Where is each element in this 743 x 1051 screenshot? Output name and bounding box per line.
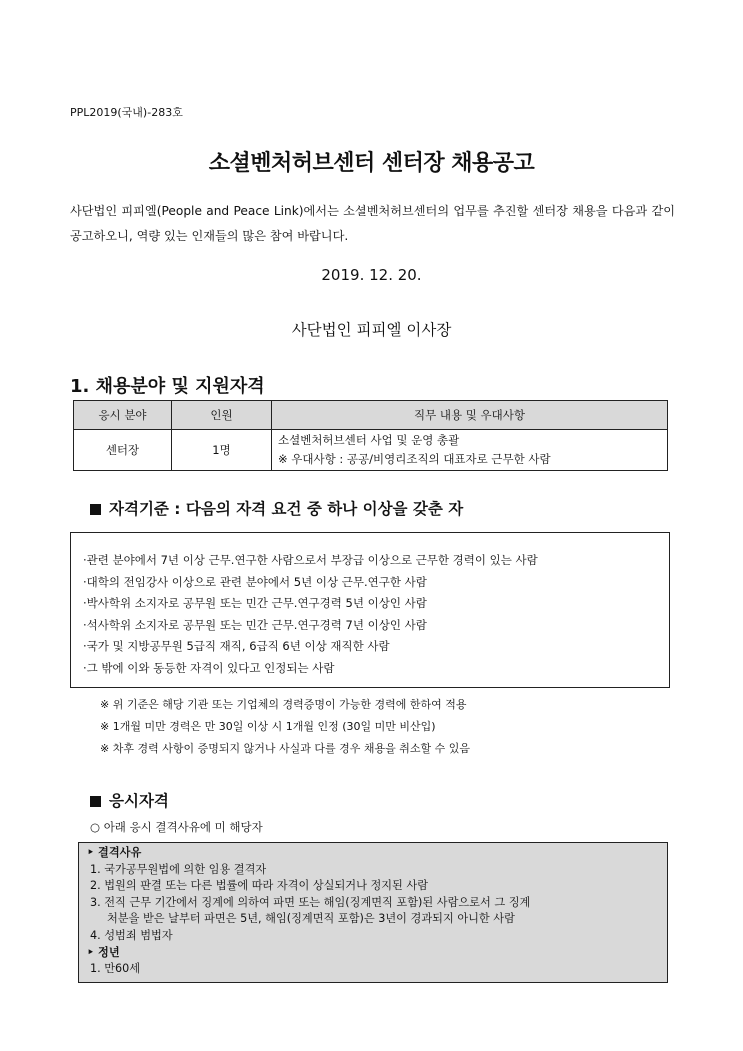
- recruitment-table: [73, 400, 668, 471]
- square-bullet-icon: [90, 796, 101, 807]
- list-item: ·박사학위 소지자로 공무원 또는 민간 근무.연구경력 5년 이상인 사람: [83, 596, 427, 610]
- list-item-continuation: 처분을 받은 날부터 파면은 5년, 해임(징계면직 포함)은 3년이 경과되지 아니한 사람: [107, 912, 515, 926]
- list-item: 1. 국가공무원법에 의한 임용 결격자: [90, 862, 267, 876]
- header-count: 인원: [172, 401, 272, 430]
- cell-count: 1명: [172, 430, 272, 471]
- list-item: ·그 밖에 이와 동등한 자격이 있다고 인정되는 사람: [83, 660, 335, 675]
- table-header-row: [74, 401, 668, 430]
- duty-line: 소셜벤처허브센터 사업 및 운영 총괄: [278, 433, 460, 447]
- application-condition: ○ 아래 응시 결격사유에 미 해당자: [90, 820, 263, 834]
- application-heading: [90, 789, 169, 811]
- list-item: 3. 전직 근무 기간에서 징계에 의하여 파면 또는 해임(징계면직 포함)된 사람으로서 그 징계: [90, 895, 531, 909]
- note-item: ※ 차후 경력 사항이 증명되지 않거나 사실과 다를 경우 채용을 취소할 수 있음: [100, 742, 470, 755]
- disqualification-title: ‣ 결격사유: [87, 846, 142, 859]
- square-bullet-icon: [90, 504, 101, 515]
- qualification-box: [70, 532, 670, 688]
- list-item: ·대학의 전임강사 이상으로 관련 분야에서 5년 이상 근무.연구한 사람: [83, 574, 427, 589]
- table-row: [74, 430, 668, 471]
- cell-field: 센터장: [74, 430, 172, 471]
- intro-paragraph: 사단법인 피피엘(People and Peace Link)에서는 소셜벤처허브센터의 업무를 추진할 센터장 채용을 다음과 같이 공고하오니, 역량 있는 인재들의 많은 참여 바랍니다.: [70, 204, 675, 243]
- qualification-heading: [90, 497, 463, 519]
- list-item: 4. 성범죄 범법자: [90, 928, 173, 942]
- list-item: ·국가 및 지방공무원 5급직 재직, 6급직 6년 이상 재직한 사람: [83, 639, 390, 653]
- announcement-date: 2019. 12. 20.: [321, 266, 422, 284]
- document-number: PPL2019(국내)-283호: [70, 106, 183, 119]
- header-duty: 직무 내용 및 우대사항: [272, 401, 668, 430]
- cell-duty: [272, 430, 668, 471]
- qualification-notes: [100, 694, 470, 760]
- organization-signature: 사단법인 피피엘 이사장: [291, 321, 452, 339]
- header-field: 응시 분야: [74, 401, 172, 430]
- page-title: 소셜벤처허브센터 센터장 채용공고: [208, 151, 535, 176]
- application-heading-text: 응시자격: [109, 792, 169, 810]
- list-item: ·관련 분야에서 7년 이상 근무.연구한 사람으로서 부장급 이상으로 근무한 경력이 있는 사람: [83, 553, 538, 567]
- qualification-heading-text: 자격기준 : 다음의 자격 요건 중 하나 이상을 갖춘 자: [109, 500, 464, 518]
- list-item: ·석사학위 소지자로 공무원 또는 민간 근무.연구경력 7년 이상인 사람: [83, 617, 427, 632]
- list-item: 1. 만60세: [90, 962, 141, 976]
- preference-line: ※ 우대사항 : 공공/비영리조직의 대표자로 근무한 사람: [278, 452, 551, 466]
- section-heading-recruitment: 1. 채용분야 및 지원자격: [70, 376, 265, 397]
- note-item: ※ 1개월 미만 경력은 만 30일 이상 시 1개월 인정 (30일 미만 비산입): [100, 720, 436, 733]
- note-item: ※ 위 기준은 해당 기관 또는 기업체의 경력증명이 가능한 경력에 한하여 적용: [100, 698, 467, 711]
- disqualification-box: [78, 842, 668, 983]
- retirement-age-title: ‣ 정년: [87, 945, 120, 959]
- list-item: 2. 법원의 판결 또는 다른 법률에 따라 자격이 상실되거나 정지된 사람: [90, 879, 429, 893]
